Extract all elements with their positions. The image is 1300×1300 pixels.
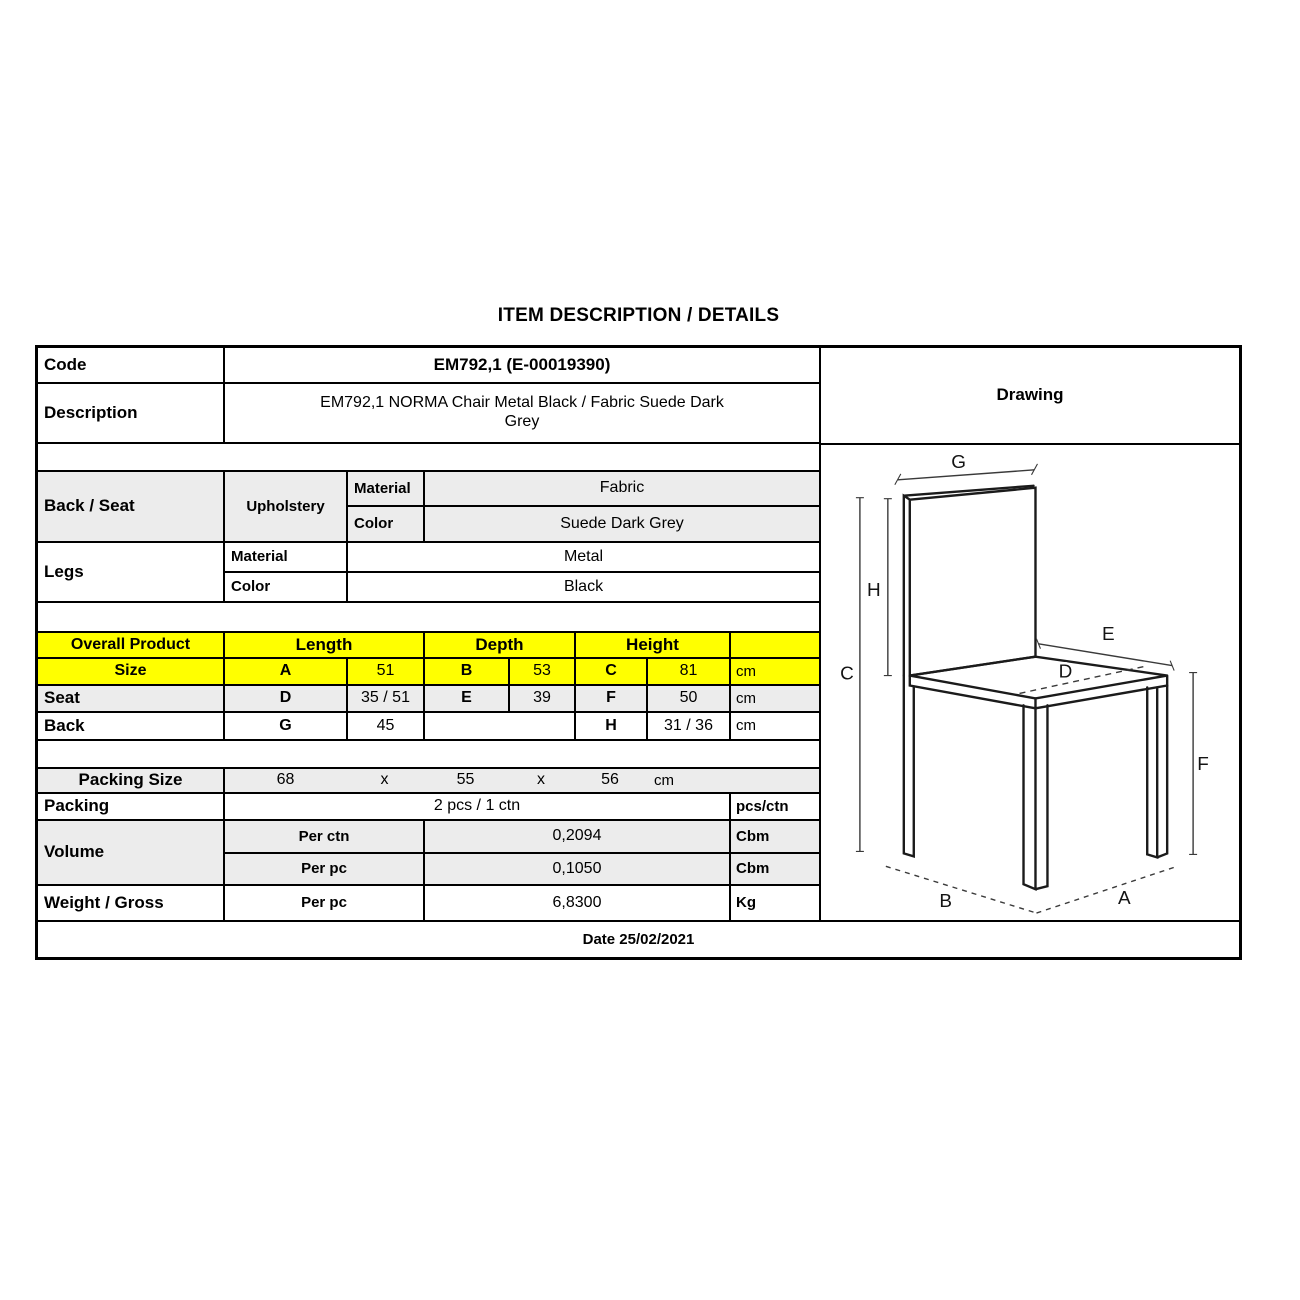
volume-per-pc-value: 0,1050 [425,854,731,886]
overall-product-label-line2: Size [38,659,225,686]
chair-leg-back-left [904,676,914,857]
upholstery-material-value: Fabric [425,472,821,507]
legs-color-value: Black [348,573,821,603]
volume-per-ctn-value: 0,2094 [425,821,731,854]
back-length-key: G [225,713,348,741]
volume-label: Volume [38,821,225,886]
overall-depth-value: 53 [510,659,576,686]
spacer-row-3 [38,741,821,769]
date-row: Date 25/02/2021 [38,922,1239,957]
packing-size-dim3: 56 [601,771,619,789]
upholstery-color-value: Suede Dark Grey [425,507,821,543]
dim-label-F: F [1197,753,1209,775]
spec-table [35,345,1242,960]
back-height-key: H [576,713,648,741]
packing-unit: pcs/ctn [731,794,821,821]
legs-color-key: Color [225,573,348,603]
depth-header: Depth [425,633,576,659]
overall-unit: cm [731,659,821,686]
overall-height-value: 81 [648,659,731,686]
packing-size-unit: cm [654,771,674,789]
packing-size-dim1: 68 [276,771,295,789]
volume-per-ctn-key: Per ctn [225,821,425,854]
seat-depth-key: E [425,686,510,713]
back-unit: cm [731,713,821,741]
size-header-unit-cell [731,633,821,659]
legs-material-value: Metal [348,543,821,573]
overall-product-label-line1: Overall Product [38,633,225,659]
overall-length-key: A [225,659,348,686]
packing-label: Packing [38,794,225,821]
weight-value: 6,8300 [425,886,731,922]
seat-height-value: 50 [648,686,731,713]
back-seat-label: Back / Seat [38,472,225,543]
description-label: Description [38,384,225,444]
height-header: Height [576,633,731,659]
packing-size-label: Packing Size [38,769,225,794]
dim-line-B [886,866,1037,913]
legs-label: Legs [38,543,225,603]
volume-per-pc-unit: Cbm [731,854,821,886]
code-value: EM792,1 (E-00019390) [225,348,821,384]
chair-leg-right [1147,685,1167,857]
volume-per-pc-key: Per pc [225,854,425,886]
chair-drawing [821,447,1239,920]
chair-outline [904,486,1167,889]
dim-label-G: G [951,451,967,473]
weight-label: Weight / Gross [38,886,225,922]
legs-material-key: Material [225,543,348,573]
overall-height-key: C [576,659,648,686]
seat-depth-value: 39 [510,686,576,713]
packing-size-sep1: x [380,771,389,789]
length-header: Length [225,633,425,659]
dim-label-D: D [1058,661,1073,683]
dim-line-G [898,470,1035,480]
packing-size-values [225,769,821,794]
back-height-value: 31 / 36 [648,713,731,741]
weight-key: Per pc [225,886,425,922]
weight-unit: Kg [731,886,821,922]
back-length-value: 45 [348,713,425,741]
description-value [225,384,821,444]
seat-height-key: F [576,686,648,713]
chair-drawing-svg [821,447,1239,920]
seat-length-value: 35 / 51 [348,686,425,713]
upholstery-color-key: Color [348,507,425,543]
dim-line-A [1036,867,1174,913]
drawing-panel [821,348,1239,922]
seat-unit: cm [731,686,821,713]
spacer-row-1 [38,444,821,472]
packing-size-dim2: 55 [456,771,475,789]
chair-backrest [910,488,1036,676]
dim-label-B: B [939,891,953,913]
dim-label-H: H [867,580,881,602]
volume-per-ctn-unit: Cbm [731,821,821,854]
spacer-row-2 [38,603,821,633]
description-text: EM792,1 NORMA Chair Metal Black / Fabric Suede Dark Grey [320,394,724,430]
code-label: Code [38,348,225,384]
back-label: Back [38,713,225,741]
seat-label: Seat [38,686,225,713]
drawing-title: Drawing [821,348,1239,445]
overall-length-value: 51 [348,659,425,686]
back-depth-empty-cell [425,713,576,741]
dim-label-A: A [1117,888,1131,910]
dim-label-E: E [1101,623,1115,645]
packing-size-sep2: x [537,771,545,789]
upholstery-material-key: Material [348,472,425,507]
dim-label-C: C [840,663,854,685]
overall-depth-key: B [425,659,510,686]
upholstery-label: Upholstery [225,472,348,543]
page-title: ITEM DESCRIPTION / DETAILS [497,305,780,326]
chair-leg-front [1024,705,1048,889]
seat-length-key: D [225,686,348,713]
packing-value: 2 pcs / 1 ctn [225,794,731,821]
